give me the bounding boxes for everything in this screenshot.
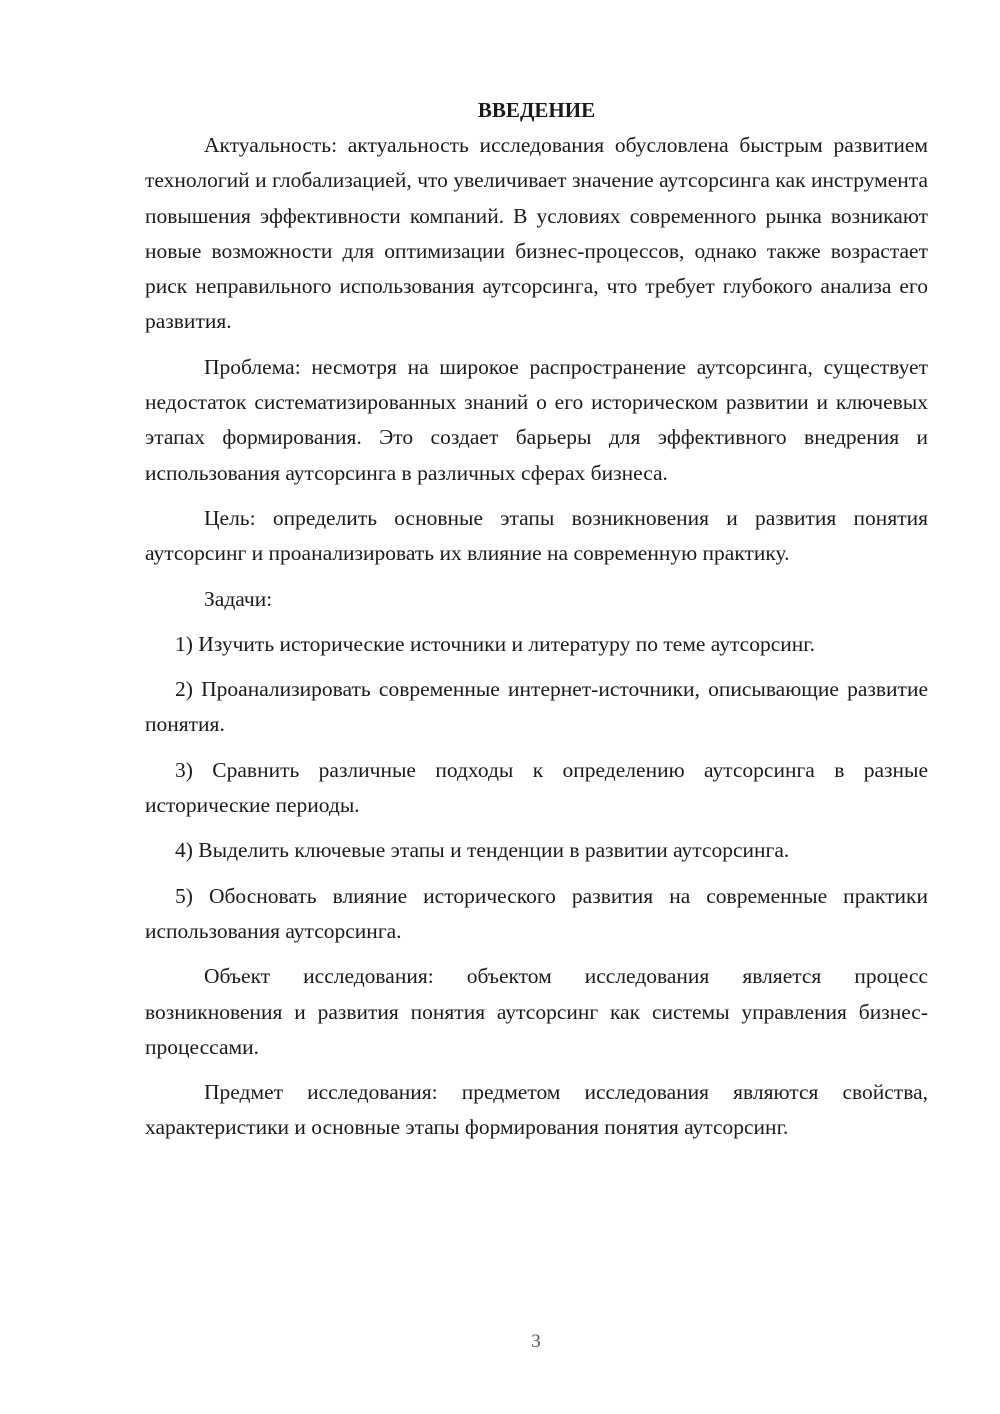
document-page: [145, 92, 928, 1156]
task-item-1: 1) Изучить исторические источники и литературу по теме аутсорсинг.: [175, 631, 816, 656]
tasks-heading: Задачи:: [204, 586, 273, 611]
task-item-5: 5) Обосновать влияние исторического развития на современные практики использования аутсорсинга.: [145, 883, 928, 943]
page-number: 3: [531, 1331, 541, 1352]
section-title: ВВЕДЕНИЕ: [477, 98, 596, 122]
task-item-2: 2) Проанализировать современные интернет-источники, описывающие развитие понятия.: [145, 677, 928, 737]
task-item-3: 3) Сравнить различные подходы к определению аутсорсинга в разные исторические периоды.: [145, 757, 928, 818]
paragraph-relevance: Актуальность: актуальность исследования обусловлена быстрым развитием технологий и глобализацией, что увеличивает значение аутсорсинга как инструмента повышения эффективности компаний. В условиях современного рынка возникают новые возможности для оптимизации бизнес-процессов, однако также возрастает риск неправильного использования аутсорсинга, что требует глубокого анализа его развития.: [145, 133, 928, 334]
paragraph-subject: Предмет исследования: предметом исследования являются свойства, характеристики и основные этапы формирования понятия аутсорсинг.: [145, 1080, 928, 1140]
paragraph-goal: Цель: определить основные этапы возникновения и развития понятия аутсорсинг и проанализировать их влияние на современную практику.: [145, 505, 928, 566]
paragraph-problem: Проблема: несмотря на широкое распространение аутсорсинга, существует недостаток систематизированных знаний о его историческом развитии и ключевых этапах формирования. Это создает барьеры для эффективного внедрения и использования аутсорсинга в различных сферах бизнеса.: [145, 354, 928, 485]
paragraph-object: Объект исследования: объектом исследования является процесс возникновения и развития понятия аутсорсинг как системы управления бизнес-процессами.: [145, 964, 928, 1059]
task-item-4: 4) Выделить ключевые этапы и тенденции в развитии аутсорсинга.: [175, 838, 790, 863]
